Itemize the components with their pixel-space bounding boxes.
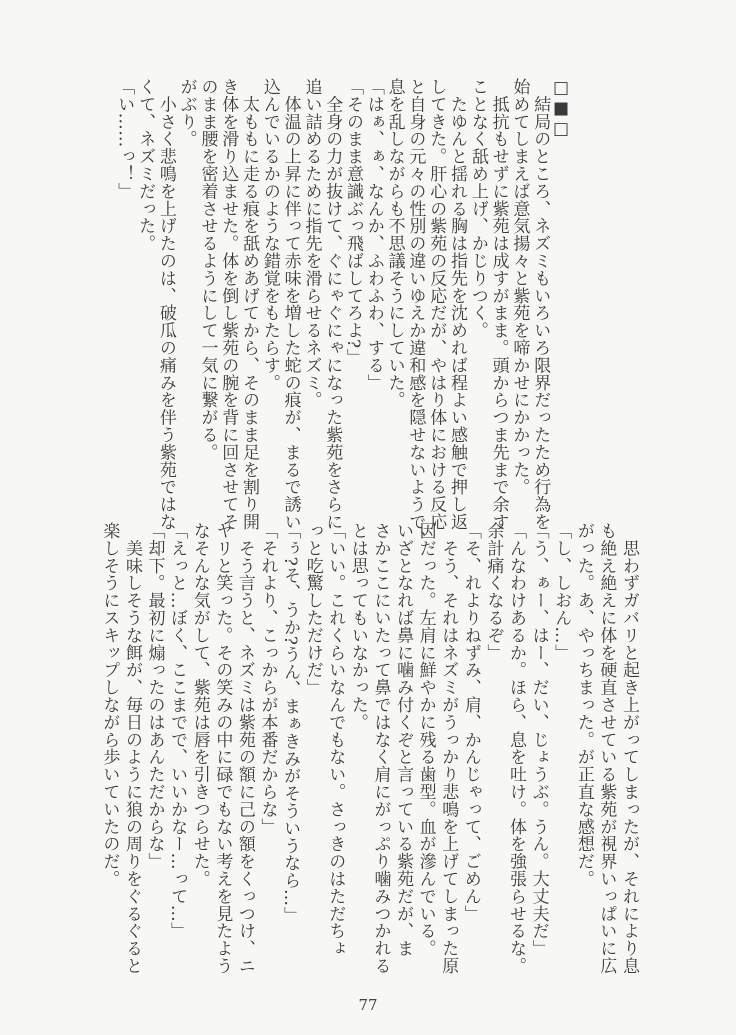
text-column: 「う、ぁー、はー、だい、じょうぶ。うん。大丈夫だ」 bbox=[528, 522, 549, 957]
text-column: 美味しそうな餌が、毎日のように狼の周りをぐるぐると bbox=[121, 522, 142, 975]
text-column: 体温の上昇に伴って赤味を増した蛇の痕が、まるで誘い bbox=[280, 78, 301, 531]
text-column: 息を乱しながらも不思議そうにしていた。 bbox=[384, 78, 405, 409]
text-column: してきた。肝心の紫苑の反応だが、やはり体における反応 bbox=[426, 78, 447, 531]
text-column: 「い……っ！」 bbox=[114, 78, 135, 200]
text-column: 始めてしまえば意気揚々と紫苑を啼かせにかかった。 bbox=[509, 78, 530, 496]
text-column: 結局のところ、ネズミもいろいろ限界だったため行為を bbox=[530, 78, 551, 531]
text-column: 「そのまま意識ぶっ飛ばしてろよ?」 bbox=[343, 78, 364, 366]
text-column: 思わずガバリと起き上がってしまったが、それにより息 bbox=[619, 522, 639, 975]
text-column: 込んでいるかのような錯覚をもたらす。 bbox=[259, 78, 280, 392]
text-column: なそんな気がして、紫苑は唇を引きつらせた。 bbox=[189, 522, 210, 888]
text-column: さかここにいたって鼻ではなく肩にがっぷり噛みつかれる bbox=[370, 522, 391, 975]
text-column: き体を滑り込ませた。体を倒し紫苑の腕を背に回させてそ bbox=[218, 78, 239, 531]
text-column: も絶え絶えに体を硬直させている紫苑が視界いっぱいに広 bbox=[596, 522, 617, 975]
text-column: 「えっと…ぼく、ここまでで、いいかなー…って…」 bbox=[167, 522, 188, 940]
text-column: ヤリと笑った。その笑みの中に碌でもない考えを見たよう bbox=[212, 522, 233, 975]
text-column: 「いい。これくらいなんでもない。さっきのはただちょ bbox=[325, 522, 346, 957]
text-column: 太ももに走る痕を舐めあげてから、そのまま足を割り開 bbox=[239, 78, 260, 531]
text-column: とは思ってもいなかった。 bbox=[347, 522, 368, 731]
text-column: 余計痛くなるぞ」 bbox=[483, 522, 504, 662]
text-column: 因だった。左肩に鮮やかに残る歯型。血が滲んでいる。 bbox=[415, 522, 436, 957]
bottom-text-block bbox=[98, 522, 640, 975]
text-column: 「ぅ?そ、うか?うん、まぁきみがそういうなら…」 bbox=[280, 522, 301, 924]
text-column: がぶり。 bbox=[176, 78, 197, 148]
text-column: 「し、しおん…」 bbox=[551, 522, 572, 662]
section-mark: □■□ bbox=[551, 78, 571, 140]
page-number: 77 bbox=[358, 996, 378, 1014]
text-column: 「はぁ、ぁ、なんか、ふわふわ、する」 bbox=[363, 78, 384, 392]
text-column: 全身の力が抜けて、ぐにゃぐにゃになった紫苑をさらに bbox=[322, 78, 343, 531]
text-column: くて、ネズミだった。 bbox=[135, 78, 156, 252]
text-column: がった。あ、やっちまった。が正直な感想だ。 bbox=[573, 522, 594, 888]
text-column: たゆんと揺れる胸は指先を沈めれば程よい感触で押し返 bbox=[447, 78, 468, 531]
text-column: そう、それはネズミがうっかり悲鳴を上げてしまった原 bbox=[438, 522, 459, 975]
text-column: 「却下。最初に煽ったのはあんただからな」 bbox=[144, 522, 165, 870]
text-column: 小さく悲鳴を上げたのは、破瓜の痛みを伴う紫苑ではな bbox=[155, 78, 176, 531]
text-column: のまま腰を密着させるようにして一気に繋がる。 bbox=[197, 78, 218, 461]
text-column: ことなく舐め上げ、かじりつく。 bbox=[467, 78, 488, 339]
text-column: 「そ、れよりねずみ、肩、かんじゃって、ごめん」 bbox=[460, 522, 481, 923]
text-column: と自身の元々の性別の違いゆえか違和感を隠せないようで、 bbox=[405, 78, 426, 548]
text-column: 抵抗もせずに紫苑は成すがまま。頭からつま先まで余す bbox=[488, 78, 509, 531]
text-column: っと吃驚しただけだ」 bbox=[302, 522, 323, 696]
text-column: 楽しそうにスキップしながら歩いていたのだ。 bbox=[99, 522, 120, 888]
text-column: 追い詰めるために指先を滑らせるネズミ。 bbox=[301, 78, 322, 409]
top-text-block bbox=[113, 78, 571, 548]
text-column: そう言うと、ネズミは紫苑の額に己の額をくっつけ、ニ bbox=[234, 522, 255, 975]
text-column: いざとなれば鼻に噛み付くぞと言っている紫苑だが、ま bbox=[393, 522, 414, 957]
text-column: 「それより、こっからが本番だからな」 bbox=[257, 522, 278, 836]
text-column: 「んなわけあるか。ほら、息を吐け。体を強張らせるな。 bbox=[506, 522, 527, 975]
